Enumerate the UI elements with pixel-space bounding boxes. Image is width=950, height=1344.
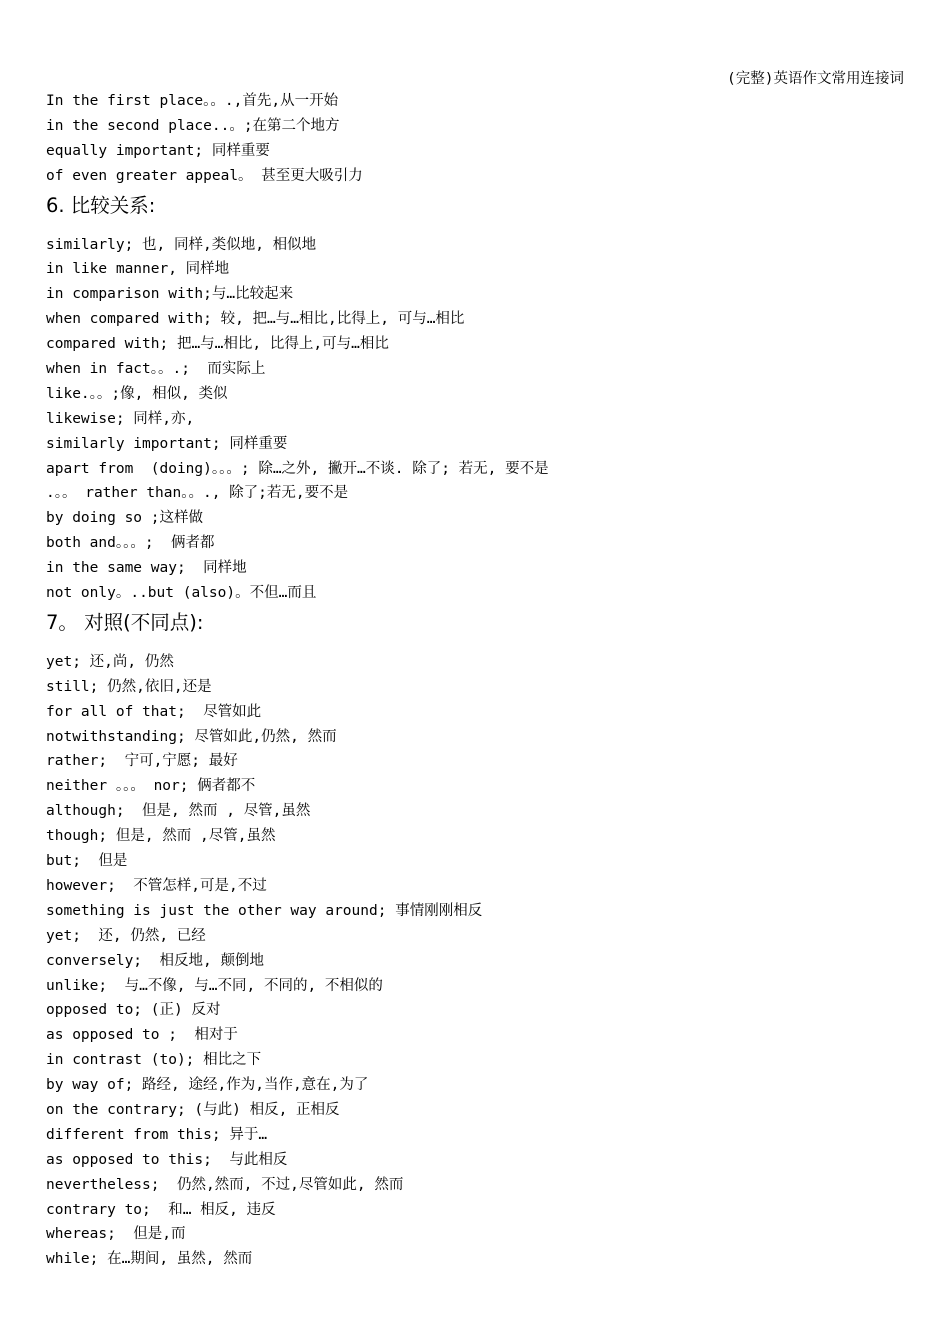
text-line: although; 但是, 然而 , 尽管,虽然 <box>46 803 311 820</box>
text-line: equally important; 同样重要 <box>46 142 270 159</box>
text-line: as opposed to ; 相对于 <box>46 1027 238 1044</box>
text-line: on the contrary; (与此) 相反, 正相反 <box>46 1101 340 1118</box>
text-line: different from this; 异于… <box>46 1126 268 1143</box>
text-line: as opposed to this; 与此相反 <box>46 1151 288 1168</box>
text-line: nevertheless; 仍然,然而, 不过,尽管如此, 然而 <box>46 1176 404 1193</box>
text-line: when in fact。。.; 而实际上 <box>46 361 266 378</box>
section-heading-comparison: 6. 比较关系: <box>46 193 156 217</box>
text-line: notwithstanding; 尽管如此,仍然, 然而 <box>46 728 337 745</box>
text-line: apart from (doing)。。。; 除…之外, 撇开…不谈. 除了; 若无, 要不是 <box>46 460 549 477</box>
text-line: of even greater appeal。 甚至更大吸引力 <box>46 167 363 184</box>
text-line: conversely; 相反地, 颠倒地 <box>46 952 264 969</box>
text-line: when compared with; 较, 把…与…相比,比得上, 可与…相比 <box>46 311 465 328</box>
text-line: neither 。。。 nor; 俩者都不 <box>46 778 256 795</box>
text-line: not only。..but (also)。不但…而且 <box>46 585 317 602</box>
text-line: yet; 还,尚, 仍然 <box>46 653 174 670</box>
text-line: in comparison with;与…比较起来 <box>46 286 294 303</box>
text-line: whereas; 但是,而 <box>46 1226 186 1243</box>
text-line: something is just the other way around; 事情刚刚相反 <box>46 902 483 919</box>
text-line: in the second place..。;在第二个地方 <box>46 117 340 134</box>
text-line: still; 仍然,依旧,还是 <box>46 678 212 695</box>
text-line: contrary to; 和… 相反, 违反 <box>46 1201 276 1218</box>
text-line: in the same way; 同样地 <box>46 560 247 577</box>
text-line: rather; 宁可,宁愿; 最好 <box>46 753 238 770</box>
text-line: for all of that; 尽管如此 <box>46 703 262 720</box>
text-line: while; 在…期间, 虽然, 然而 <box>46 1251 253 1268</box>
text-line: likewise; 同样,亦, <box>46 410 195 427</box>
text-line: in like manner, 同样地 <box>46 261 230 278</box>
section-heading-contrast: 7。 对照(不同点): <box>46 610 204 634</box>
text-line: though; 但是, 然而 ,尽管,虽然 <box>46 828 276 845</box>
text-line: but; 但是 <box>46 853 128 870</box>
text-line: yet; 还, 仍然, 已经 <box>46 927 206 944</box>
text-line: opposed to; (正) 反对 <box>46 1002 221 1019</box>
text-line: compared with; 把…与…相比, 比得上,可与…相比 <box>46 336 389 353</box>
document-body <box>46 89 906 1272</box>
text-line: similarly; 也, 同样,类似地, 相似地 <box>46 236 317 253</box>
text-line: by way of; 路经, 途经,作为,当作,意在,为了 <box>46 1077 369 1094</box>
text-line: In the first place。。.,首先,从一开始 <box>46 93 339 109</box>
text-line: like.。。;像, 相似, 类似 <box>46 385 228 402</box>
text-line: both and。。。; 俩者都 <box>46 535 215 552</box>
text-line: .。。 rather than。。., 除了;若无,要不是 <box>46 485 349 502</box>
text-line: however; 不管怎样,可是,不过 <box>46 877 267 894</box>
text-line: by doing so ;这样做 <box>46 510 203 527</box>
page-header-title: (完整)英语作文常用连接词 <box>727 71 904 87</box>
text-line: in contrast (to); 相比之下 <box>46 1052 262 1069</box>
text-line: similarly important; 同样重要 <box>46 435 288 452</box>
text-line: unlike; 与…不像, 与…不同, 不同的, 不相似的 <box>46 977 383 994</box>
